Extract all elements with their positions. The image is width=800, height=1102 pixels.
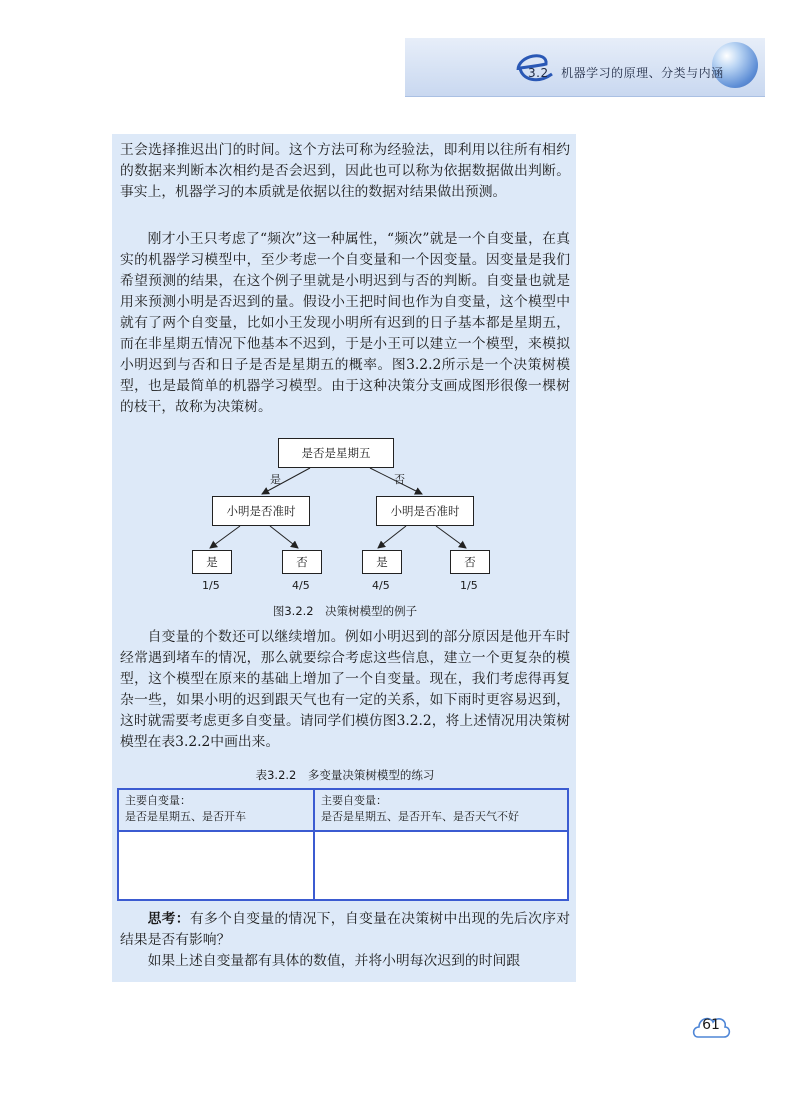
decision-tree-diagram [190, 436, 510, 598]
page-number: 61 [702, 1017, 720, 1033]
paragraph-1-text: 王会选择推迟出门的时间。这个方法可称为经验法，即利用以往所有相约的数据来判断本次相约是否会迟到，因此也可以称为依据数据做出判断。事实上，机器学习的本质就是依据以往的数据对结果做出预测。 [120, 142, 570, 200]
paragraph-5-text: 如果上述自变量都有具体的数值，并将小明每次迟到的时间跟 [147, 953, 521, 969]
figure-caption: 图3.2.2 决策树模型的例子 [272, 604, 418, 618]
col1-title: 主要自变量： [125, 794, 191, 807]
paragraph-2 [120, 229, 570, 418]
edge-left-no [270, 526, 298, 548]
think-label: 思考： [147, 911, 190, 927]
col2-title: 主要自变量： [321, 794, 387, 807]
root-node: 是否是星期五 [278, 438, 394, 468]
col2-vars: 是否是星期五、是否开车、是否天气不好 [321, 810, 519, 823]
edge-label-no: 否 [394, 473, 405, 486]
leaf-value-4: 1/5 [460, 579, 478, 592]
table-caption: 表3.2.2 多变量决策树模型的练习 [255, 768, 435, 782]
col1-vars: 是否是星期五、是否开车 [125, 810, 246, 823]
table-cell-col2-blank [315, 832, 567, 899]
left-child-node: 小明是否准时 [212, 496, 310, 526]
paragraph-3 [120, 627, 570, 753]
paragraph-2-text: 刚才小王只考虑了“频次”这一种属性，“频次”就是一个自变量，在真实的机器学习模型中，至少考虑一个自变量和一个因变量。因变量是我们希望预测的结果，在这个例子里就是小明迟到与否的判断。自变量也就是用来预测小明是否迟到的量。假设小王把时间也作为自变量，这个模型中就有了两个自变量，比如小王发现小明所有迟到的日子基本都是星期五，而在非星期五情况下他基本不迟到，于是小王可以建立一个模型，来模拟小明迟到与否和日子是否是星期五的概率。图3.2.2所示是一个决策树模型，也是最简单的机器学习模型。由于这种决策分支画成图形很像一棵树的枝干，故称为决策树。 [120, 231, 570, 415]
edge-right-yes [378, 526, 406, 548]
paragraph-4-text: 有多个自变量的情况下，自变量在决策树中出现的先后次序对结果是否有影响？ [120, 911, 571, 948]
table-cell-col1-blank [119, 832, 315, 899]
leaf-node-2: 否 [282, 550, 322, 574]
right-child-node: 小明是否准时 [376, 496, 474, 526]
page-number-badge [690, 1011, 732, 1041]
edge-left-yes [210, 526, 240, 548]
leaf-node-3: 是 [362, 550, 402, 574]
leaf-value-3: 4/5 [372, 579, 390, 592]
leaf-value-1: 1/5 [202, 579, 220, 592]
edge-label-yes: 是 [270, 473, 281, 486]
leaf-node-1: 是 [192, 550, 232, 574]
paragraph-4 [120, 909, 570, 951]
leaf-value-2: 4/5 [292, 579, 310, 592]
table-header-col2 [315, 790, 567, 832]
paragraph-1 [120, 140, 570, 203]
leaf-node-4: 否 [450, 550, 490, 574]
paragraph-3-text: 自变量的个数还可以继续增加。例如小明迟到的部分原因是他开车时经常遇到堵车的情况，那么就要综合考虑这些信息，建立一个更复杂的模型，这个模型在原来的基础上增加了一个自变量。现在，我们考虑得再复杂一些，如果小明的迟到跟天气也有一定的关系，如下雨时更容易迟到，这时就需要考虑更多自变量。请同学们模仿图3.2.2，将上述情况用决策树模型在表3.2.2中画出来。 [120, 629, 570, 750]
table-header-col1 [119, 790, 315, 832]
paragraph-5 [120, 951, 570, 972]
practice-table [117, 788, 569, 901]
chapter-title: 3.2 机器学习的原理、分类与内涵 [528, 66, 724, 80]
edge-right-no [436, 526, 466, 548]
